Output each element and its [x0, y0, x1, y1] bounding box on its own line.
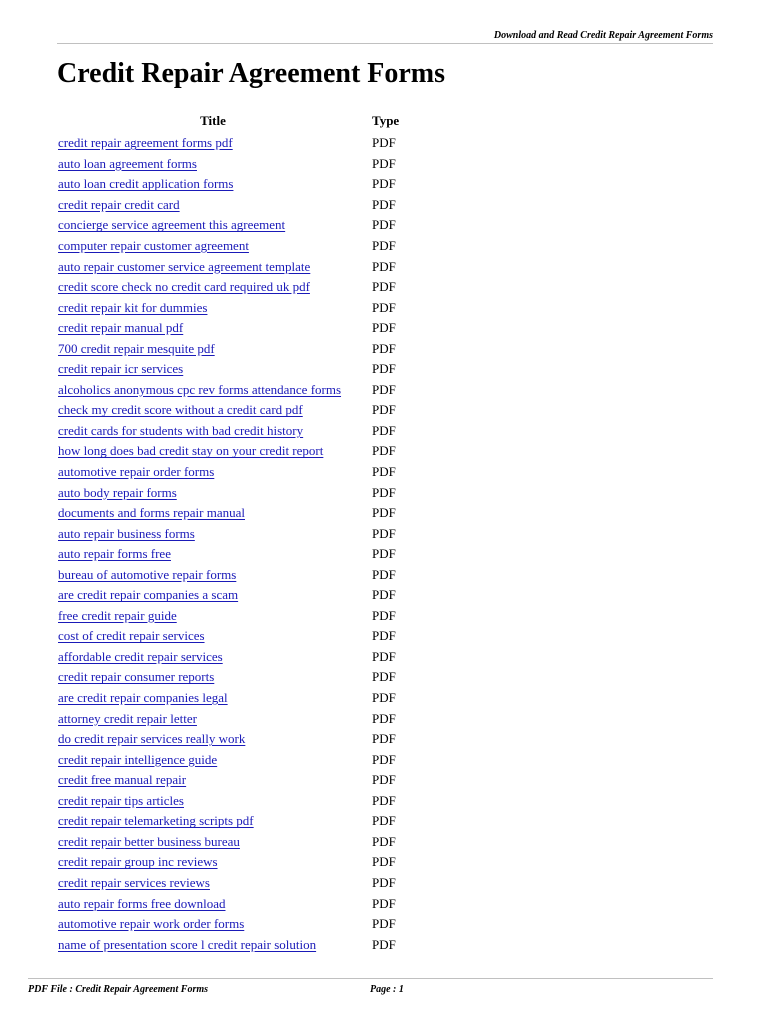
table-row [57, 647, 399, 668]
table-row [57, 482, 399, 503]
document-link[interactable]: credit repair tips articles [58, 792, 184, 808]
document-link[interactable]: credit repair consumer reports [58, 669, 215, 685]
document-link[interactable]: free credit repair guide [58, 607, 177, 623]
table-row [57, 667, 399, 688]
document-link[interactable]: affordable credit repair services [58, 648, 223, 664]
row-title-cell [57, 914, 369, 935]
row-title-cell [57, 380, 369, 401]
document-link[interactable]: credit repair telemarketing scripts pdf [58, 813, 254, 829]
table-row [57, 852, 399, 873]
document-link[interactable]: auto loan credit application forms [58, 176, 234, 192]
table-row [57, 934, 399, 955]
column-header-type: Type [372, 113, 400, 128]
row-type-cell: PDF [372, 936, 396, 952]
table-row [57, 195, 399, 216]
row-title-cell [57, 318, 369, 339]
row-title-cell [57, 564, 369, 585]
document-link[interactable]: name of presentation score l credit repair solution [58, 936, 317, 952]
document-link[interactable]: credit repair icr services [58, 361, 184, 377]
table-row [57, 318, 399, 339]
table-row [57, 400, 399, 421]
document-link[interactable]: credit free manual repair [58, 772, 187, 788]
row-type-cell: PDF [372, 710, 396, 726]
row-type-cell: PDF [372, 916, 396, 932]
document-link[interactable]: do credit repair services really work [58, 731, 246, 747]
row-title-cell [57, 811, 369, 832]
document-link[interactable]: credit cards for students with bad credit history [58, 422, 304, 438]
row-title-cell [57, 503, 369, 524]
row-type-cell: PDF [372, 813, 396, 829]
row-title-cell [57, 195, 369, 216]
table-row [57, 256, 399, 277]
row-title-cell [57, 934, 369, 955]
row-type-cell: PDF [372, 196, 396, 212]
row-title-cell [57, 462, 369, 483]
row-title-cell [57, 688, 369, 709]
row-type-cell: PDF [372, 854, 396, 870]
table-row [57, 791, 399, 812]
row-title-cell [57, 708, 369, 729]
row-title-cell [57, 277, 369, 298]
row-title-cell [57, 174, 369, 195]
document-link[interactable]: credit repair agreement forms pdf [58, 135, 233, 151]
row-type-cell: PDF [372, 772, 396, 788]
row-type-cell: PDF [372, 648, 396, 664]
table-row [57, 688, 399, 709]
row-title-cell [57, 832, 369, 853]
table-row [57, 873, 399, 894]
document-link[interactable]: documents and forms repair manual [58, 505, 245, 521]
row-type-cell: PDF [372, 505, 396, 521]
table-header-row [57, 112, 399, 133]
footer-page-label: Page : 1 [370, 984, 404, 995]
table-row [57, 749, 399, 770]
table-row [57, 359, 399, 380]
row-title-cell [57, 873, 369, 894]
row-title-cell [57, 729, 369, 750]
document-link[interactable]: auto repair forms free [58, 546, 171, 562]
row-title-cell [57, 256, 369, 277]
row-type-cell: PDF [372, 422, 396, 438]
row-type-cell: PDF [372, 484, 396, 500]
document-link[interactable]: credit repair kit for dummies [58, 299, 208, 315]
table-row [57, 380, 399, 401]
row-type-cell: PDF [372, 443, 396, 459]
table-row [57, 462, 399, 483]
document-link[interactable]: credit repair better business bureau [58, 833, 240, 849]
document-link[interactable]: cost of credit repair services [58, 628, 205, 644]
row-type-cell: PDF [372, 176, 396, 192]
table-row [57, 503, 399, 524]
row-type-cell: PDF [372, 340, 396, 356]
document-link[interactable]: are credit repair companies legal [58, 690, 228, 706]
table-row [57, 133, 399, 154]
row-title-cell [57, 482, 369, 503]
document-link[interactable]: credit repair group inc reviews [58, 854, 218, 870]
row-title-cell [57, 421, 369, 442]
table-row [57, 729, 399, 750]
row-type-cell: PDF [372, 361, 396, 377]
document-link[interactable]: credit repair credit card [58, 196, 180, 212]
row-type-cell: PDF [372, 587, 396, 603]
row-title-cell [57, 297, 369, 318]
documents-table [57, 112, 399, 955]
document-link[interactable]: auto repair customer service agreement template [58, 258, 311, 274]
row-type-cell: PDF [372, 607, 396, 623]
document-link[interactable]: credit score check no credit card required uk pdf [58, 279, 310, 295]
table-row [57, 441, 399, 462]
row-type-cell: PDF [372, 320, 396, 336]
row-type-cell: PDF [372, 628, 396, 644]
header-divider [57, 43, 713, 44]
document-link[interactable]: attorney credit repair letter [58, 710, 197, 726]
row-type-cell: PDF [372, 155, 396, 171]
row-title-cell [57, 400, 369, 421]
document-link[interactable]: automotive repair work order forms [58, 916, 245, 932]
row-type-cell: PDF [372, 833, 396, 849]
table-row [57, 236, 399, 257]
table-row [57, 523, 399, 544]
table-row [57, 154, 399, 175]
row-title-cell [57, 338, 369, 359]
column-header-title: Title [200, 113, 226, 128]
row-type-cell: PDF [372, 731, 396, 747]
document-link[interactable]: check my credit score without a credit card pdf [58, 402, 303, 418]
row-type-cell: PDF [372, 217, 396, 233]
table-row [57, 708, 399, 729]
row-title-cell [57, 544, 369, 565]
document-link[interactable]: bureau of automotive repair forms [58, 566, 237, 582]
row-title-cell [57, 441, 369, 462]
row-type-cell: PDF [372, 279, 396, 295]
table-row [57, 770, 399, 791]
table-row [57, 215, 399, 236]
row-title-cell [57, 647, 369, 668]
table-row [57, 893, 399, 914]
row-type-cell: PDF [372, 874, 396, 890]
document-link[interactable]: auto loan agreement forms [58, 155, 197, 171]
document-link[interactable]: how long does bad credit stay on your credit report [58, 443, 324, 459]
row-title-cell [57, 852, 369, 873]
table-row [57, 297, 399, 318]
row-title-cell [57, 626, 369, 647]
table-row [57, 811, 399, 832]
row-type-cell: PDF [372, 669, 396, 685]
table-body [57, 133, 399, 955]
row-title-cell [57, 749, 369, 770]
document-link[interactable]: credit repair manual pdf [58, 320, 184, 336]
document-title: Credit Repair Agreement Forms [57, 58, 446, 89]
row-type-cell: PDF [372, 792, 396, 808]
table-row [57, 544, 399, 565]
row-title-cell [57, 770, 369, 791]
row-type-cell: PDF [372, 381, 396, 397]
row-title-cell [57, 154, 369, 175]
footer-divider [28, 978, 713, 979]
document-link[interactable]: automotive repair order forms [58, 464, 215, 480]
row-title-cell [57, 667, 369, 688]
row-title-cell [57, 236, 369, 257]
table-row [57, 277, 399, 298]
table-row [57, 421, 399, 442]
document-link[interactable]: credit repair services reviews [58, 874, 210, 890]
row-type-cell: PDF [372, 895, 396, 911]
row-title-cell [57, 133, 369, 154]
row-title-cell [57, 791, 369, 812]
row-type-cell: PDF [372, 751, 396, 767]
table-row [57, 914, 399, 935]
row-title-cell [57, 215, 369, 236]
row-type-cell: PDF [372, 566, 396, 582]
table-row [57, 626, 399, 647]
row-type-cell: PDF [372, 299, 396, 315]
document-link[interactable]: auto repair business forms [58, 525, 195, 541]
row-title-cell [57, 606, 369, 627]
table-row [57, 606, 399, 627]
footer-file-label: PDF File : Credit Repair Agreement Forms [28, 984, 209, 995]
document-link[interactable]: auto body repair forms [58, 484, 177, 500]
page-header: Download and Read Credit Repair Agreement Forms [493, 30, 713, 41]
document-link[interactable]: alcoholics anonymous cpc rev forms attendance forms [58, 381, 342, 397]
row-type-cell: PDF [372, 258, 396, 274]
table-row [57, 564, 399, 585]
document-link[interactable]: concierge service agreement this agreement [58, 217, 286, 233]
row-type-cell: PDF [372, 546, 396, 562]
row-title-cell [57, 359, 369, 380]
table-row [57, 585, 399, 606]
table-row [57, 174, 399, 195]
document-link[interactable]: computer repair customer agreement [58, 238, 249, 253]
row-title-cell [57, 585, 369, 606]
row-type-cell: PDF [372, 135, 396, 151]
row-type-cell: PDF [372, 525, 396, 541]
table-row [57, 832, 399, 853]
row-title-cell [57, 523, 369, 544]
row-type-cell: PDF [372, 690, 396, 706]
document-link[interactable]: 700 credit repair mesquite pdf [58, 340, 215, 356]
row-type-cell: PDF [372, 464, 396, 480]
table-row [57, 338, 399, 359]
row-type-cell: PDF [372, 238, 396, 253]
document-link[interactable]: credit repair intelligence guide [58, 751, 218, 767]
document-link[interactable]: are credit repair companies a scam [58, 587, 239, 603]
document-link[interactable]: auto repair forms free download [58, 895, 226, 911]
row-type-cell: PDF [372, 402, 396, 418]
row-title-cell [57, 893, 369, 914]
